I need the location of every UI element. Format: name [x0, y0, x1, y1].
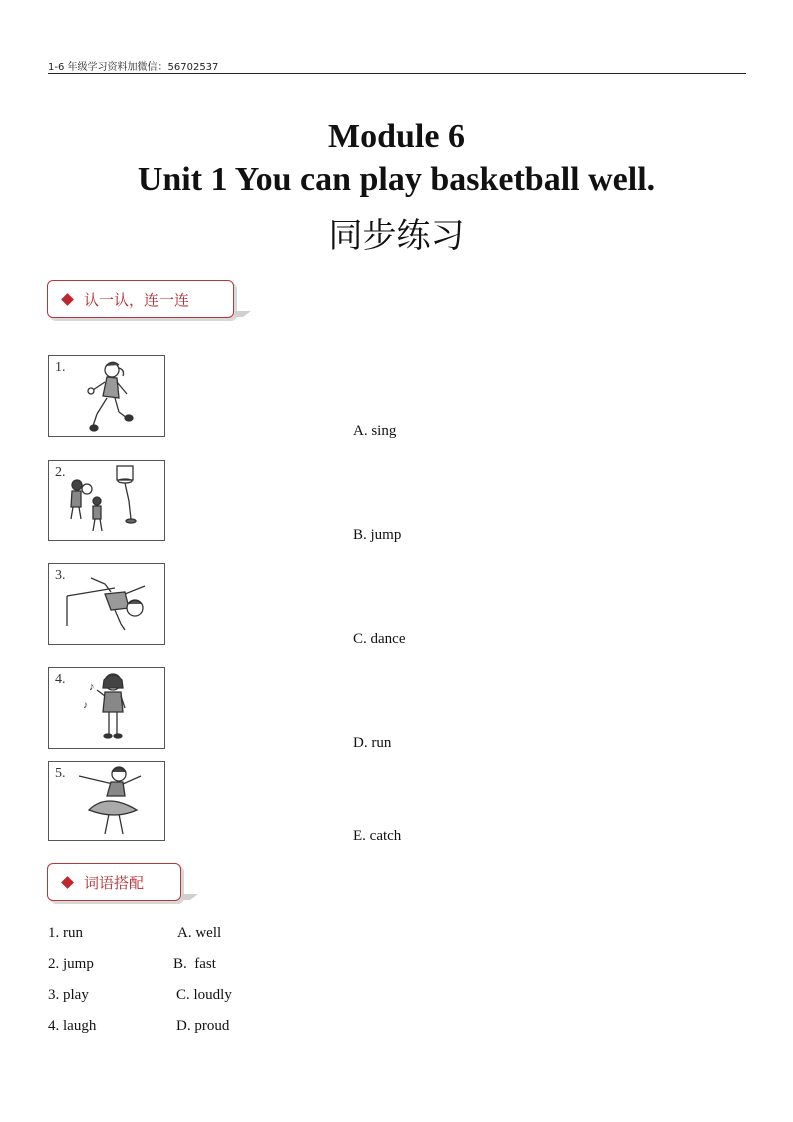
unit-title: Unit 1 You can play basketball well. — [137, 161, 656, 198]
match-left-1: 1. run — [48, 925, 83, 941]
girl-dancing-icon — [49, 762, 164, 840]
picture-number: 5. — [55, 766, 66, 781]
picture-number: 2. — [55, 465, 66, 480]
svg-text:♪: ♪ — [83, 700, 88, 711]
header-note: 1-6 年级学习资料加微信：56702537 — [48, 62, 219, 73]
option-e: E. catch — [353, 828, 402, 844]
picture-5 — [48, 761, 165, 841]
boys-basketball-icon — [49, 461, 164, 540]
match-left-3: 3. play — [48, 987, 89, 1003]
match-left-4: 4. laugh — [48, 1018, 97, 1034]
boy-jumping-bar-icon — [49, 564, 164, 644]
option-b: B. jump — [353, 527, 402, 543]
picture-4 — [48, 667, 165, 749]
match-left-2: 2. jump — [48, 956, 94, 972]
option-a: A. sing — [353, 423, 397, 439]
option-c: C. dance — [353, 631, 406, 647]
girl-running-icon — [49, 356, 164, 436]
section-label: 认一认，连一连 — [84, 290, 190, 309]
picture-number: 1. — [55, 360, 66, 375]
diamond-icon — [61, 293, 74, 306]
section-tag-word-match — [47, 863, 181, 901]
header-rule — [48, 73, 746, 74]
module-title: Module 6 — [328, 118, 465, 155]
section-tag-tail — [235, 311, 251, 317]
diamond-icon — [61, 876, 74, 889]
option-d: D. run — [353, 735, 392, 751]
match-right-c: C. loudly — [176, 987, 232, 1003]
match-right-b: B. fast — [173, 956, 216, 972]
svg-text:♪: ♪ — [89, 681, 95, 693]
match-right-d: D. proud — [176, 1018, 230, 1034]
exercise-title: 同步练习 — [328, 216, 465, 256]
section-tag-match-pictures — [47, 280, 234, 318]
match-right-a: A. well — [177, 925, 222, 941]
section-tag-tail — [182, 894, 198, 900]
picture-number: 3. — [55, 568, 66, 583]
girl-singing-icon — [49, 668, 164, 748]
picture-number: 4. — [55, 672, 66, 687]
picture-3 — [48, 563, 165, 645]
picture-2 — [48, 460, 165, 541]
picture-1 — [48, 355, 165, 437]
section-label: 词语搭配 — [84, 873, 145, 892]
